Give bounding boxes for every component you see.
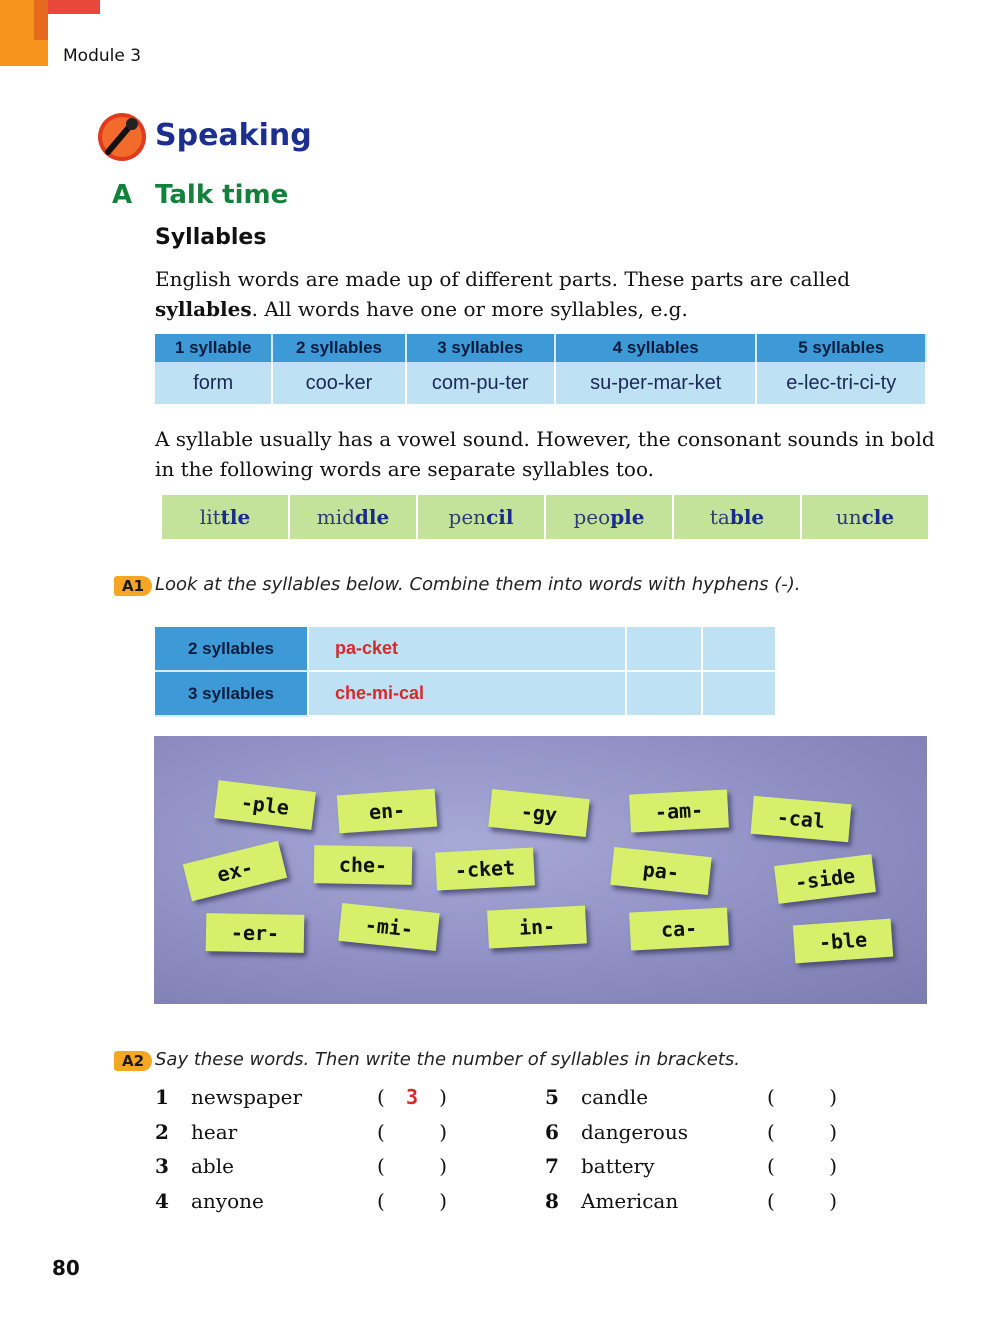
bracket: ) <box>829 1120 837 1144</box>
table-cell: com-pu-ter <box>406 362 555 404</box>
section-heading: Speaking <box>155 118 312 153</box>
syllable-tile[interactable]: -side <box>774 854 876 904</box>
word-bold-part: tle <box>220 505 251 529</box>
table-cell: coo-ker <box>272 362 405 404</box>
word-part: un <box>835 505 862 529</box>
a1-instruction: Look at the syllables below. Combine them into words with hyphens (-). <box>155 574 801 595</box>
answer-brackets[interactable] <box>377 1151 447 1181</box>
table-header: 3 syllables <box>406 334 555 362</box>
answer-cell[interactable] <box>626 671 702 716</box>
consonant-word-row <box>162 495 928 539</box>
table-header: 2 syllables <box>272 334 405 362</box>
table-header: 4 syllables <box>555 334 757 362</box>
syllable-tile[interactable]: pa- <box>610 847 711 895</box>
word-cell <box>674 495 802 539</box>
example-cell: pa-cket <box>308 627 626 671</box>
item-word: hear <box>191 1120 238 1144</box>
syllable-tile[interactable]: -cal <box>751 796 852 842</box>
intro-bold-term: syllables <box>155 297 252 321</box>
consonant-note: A syllable usually has a vowel sound. However, the consonant sounds in bold in the following words are separate syllables too. <box>155 427 935 481</box>
answer-brackets[interactable] <box>767 1186 837 1216</box>
item-word: anyone <box>191 1189 264 1213</box>
item-number: 3 <box>155 1154 169 1178</box>
syllable-tile[interactable]: in- <box>487 905 587 948</box>
bracket: ( <box>377 1085 385 1109</box>
intro-paragraph <box>155 264 935 324</box>
word-bold-part: cle <box>861 505 895 529</box>
bracket: ) <box>829 1154 837 1178</box>
table-header: 5 syllables <box>756 334 926 362</box>
bracket: ) <box>829 1085 837 1109</box>
bracket: ( <box>377 1120 385 1144</box>
answer-brackets[interactable] <box>377 1186 447 1216</box>
word-part: peo <box>573 505 611 529</box>
table-cell: e-lec-tri-ci-ty <box>756 362 926 404</box>
bracket: ( <box>767 1154 775 1178</box>
row-label: 2 syllables <box>155 627 308 671</box>
table-cell: form <box>155 362 272 404</box>
syllable-tile[interactable]: en- <box>337 789 437 834</box>
syllable-tile[interactable]: ex- <box>183 841 287 902</box>
exercise-badge: A2 <box>114 1051 152 1071</box>
item-word: able <box>191 1154 234 1178</box>
section-letter: A <box>112 180 133 210</box>
answer-value: 3 <box>405 1085 419 1109</box>
bracket: ) <box>829 1189 837 1213</box>
bracket: ) <box>439 1120 447 1144</box>
answer-cell[interactable] <box>626 627 702 671</box>
syllable-tile[interactable]: -gy <box>488 789 589 837</box>
syllable-tile[interactable]: -cket <box>435 847 535 890</box>
table-header: 1 syllable <box>155 334 272 362</box>
item-number: 2 <box>155 1120 169 1144</box>
intro-text-end: . All words have one or more syllables, e.g. <box>251 297 688 321</box>
word-part: lit <box>199 505 221 529</box>
item-number: 6 <box>545 1120 559 1144</box>
bracket: ) <box>439 1189 447 1213</box>
bracket: ) <box>439 1154 447 1178</box>
item-word: candle <box>581 1085 649 1109</box>
word-cell <box>802 495 928 539</box>
syllable-tile[interactable]: -ble <box>793 919 893 964</box>
item-word: battery <box>581 1154 655 1178</box>
corner-decoration-top <box>48 0 100 14</box>
item-number: 7 <box>545 1154 559 1178</box>
row-label: 3 syllables <box>155 671 308 716</box>
table-cell: su-per-mar-ket <box>555 362 757 404</box>
page-number: 80 <box>52 1256 80 1280</box>
syllable-tile[interactable]: ca- <box>629 907 729 950</box>
word-bold-part: ble <box>729 505 765 529</box>
syllable-tile[interactable]: -ple <box>214 780 316 830</box>
word-bold-part: cil <box>486 505 514 529</box>
answer-brackets[interactable] <box>377 1117 447 1147</box>
syllable-tile[interactable]: -mi- <box>338 903 439 951</box>
answer-brackets[interactable] <box>377 1082 447 1112</box>
syllable-tile[interactable]: -er- <box>206 913 305 953</box>
word-cell <box>290 495 418 539</box>
word-part: mid <box>316 505 355 529</box>
item-number: 5 <box>545 1085 559 1109</box>
word-cell <box>546 495 674 539</box>
word-cell <box>418 495 546 539</box>
word-cell <box>162 495 290 539</box>
answer-brackets[interactable] <box>767 1082 837 1112</box>
module-label: Module 3 <box>63 46 142 66</box>
bracket: ( <box>767 1189 775 1213</box>
intro-text: English words are made up of different parts. These parts are called <box>155 267 851 291</box>
subsection-title: Syllables <box>155 225 267 250</box>
corner-decoration-stripe <box>34 0 48 40</box>
answer-brackets[interactable] <box>767 1117 837 1147</box>
bracket: ( <box>377 1189 385 1213</box>
word-part: pen <box>448 505 487 529</box>
answer-cell[interactable] <box>702 671 775 716</box>
a2-instruction: Say these words. Then write the number of syllables in brackets. <box>155 1049 741 1070</box>
exercise-badge: A1 <box>114 576 152 596</box>
syllable-tile[interactable]: -am- <box>629 789 729 832</box>
example-cell: che-mi-cal <box>308 671 626 716</box>
word-part: ta <box>709 505 730 529</box>
syllable-table <box>155 334 927 404</box>
a1-answer-table <box>155 627 775 717</box>
word-bold-part: ple <box>610 505 645 529</box>
bracket: ( <box>377 1154 385 1178</box>
item-word: American <box>581 1189 679 1213</box>
bracket: ( <box>767 1085 775 1109</box>
bracket: ) <box>439 1085 447 1109</box>
item-number: 8 <box>545 1189 559 1213</box>
item-number: 4 <box>155 1189 169 1213</box>
answer-brackets[interactable] <box>767 1151 837 1181</box>
answer-cell[interactable] <box>702 627 775 671</box>
section-title: Talk time <box>155 180 289 210</box>
item-number: 1 <box>155 1085 169 1109</box>
bracket: ( <box>767 1120 775 1144</box>
item-word: newspaper <box>191 1085 303 1109</box>
word-bold-part: dle <box>354 505 390 529</box>
microphone-icon <box>96 112 150 162</box>
syllable-tiles-board <box>154 736 927 1004</box>
syllable-tile[interactable]: che- <box>314 845 413 885</box>
item-word: dangerous <box>581 1120 688 1144</box>
